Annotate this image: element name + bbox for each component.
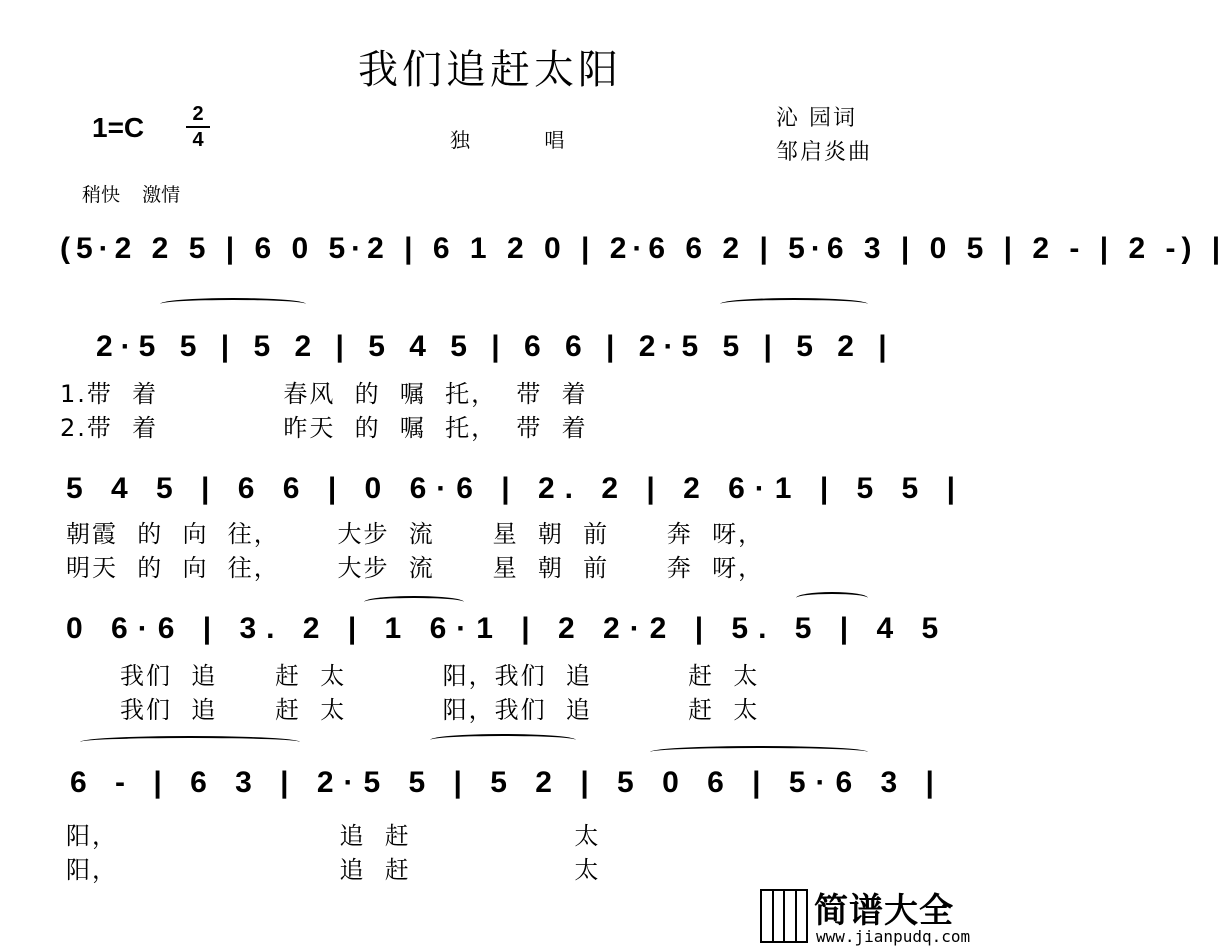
slur [160,298,306,310]
score-row-1: (5·2 2 5 | 6 0 5·2 | 6 1 2 0 | 2·6 6 2 | 5·6 3 | 0 5 | 2 - | 2 -) | [60,232,1226,265]
tempo-marking [82,180,196,207]
logo-name: 简谱大全 [814,891,954,931]
tempo-mood: 激情 [142,184,181,206]
lyric-verse-2-row-2: 2.带 着 昨天 的 嘱 托， 带 着 [60,414,588,442]
performance-type: 独 唱 [450,128,599,152]
lyric-verse-2-row-3: 明天 的 向 往， 大步 流 星 朝 前 奔 呀， [66,554,765,582]
key-signature: 1=C [92,112,145,143]
score-row-2: 2·5 5 | 5 2 | 5 4 5 | 6 6 | 2·5 5 | 5 2 | [96,330,895,363]
song-title: 我们追赶太阳 [358,47,622,93]
lyric-verse-1-row-4: 我们 追 赶 太 阳，我们 追 赶 太 [120,662,760,690]
logo-url: www.jianpudq.com [816,927,971,946]
time-signature-divider [186,126,210,128]
score-row-4: 0 6·6 | 3. 2 | 1 6·1 | 2 2·2 | 5. 5 | 4 5 [66,612,949,645]
tempo-speed: 稍快 [82,184,121,206]
slur [796,592,868,604]
score-row-5: 6 - | 6 3 | 2·5 5 | 5 2 | 5 0 6 | 5·6 3 | [70,766,944,799]
slur [364,596,464,608]
time-signature-bottom: 4 [192,129,204,151]
lyric-verse-2-row-4: 我们 追 赶 太 阳，我们 追 赶 太 [120,696,760,724]
time-signature [186,104,210,150]
slur [80,736,300,748]
lyric-verse-1-row-2: 1.带 着 春风 的 嘱 托， 带 着 [60,380,588,408]
slur [430,734,576,746]
time-signature-top: 2 [192,103,204,125]
slur [720,298,868,310]
score-row-3: 5 4 5 | 6 6 | 0 6·6 | 2. 2 | 2 6·1 | 5 5 | [66,472,965,505]
lyricist: 沁 园词 [776,106,857,131]
credits [776,102,872,170]
slur [650,746,868,758]
lyric-verse-2-row-5: 阳， 追 赶 太 [66,856,601,884]
composer: 邹启炎曲 [776,140,873,165]
lyric-verse-1-row-5: 阳， 追 赶 太 [66,822,601,850]
piano-keys-icon [760,889,808,943]
site-logo [760,883,978,949]
lyric-verse-1-row-3: 朝霞 的 向 往， 大步 流 星 朝 前 奔 呀， [66,520,765,548]
